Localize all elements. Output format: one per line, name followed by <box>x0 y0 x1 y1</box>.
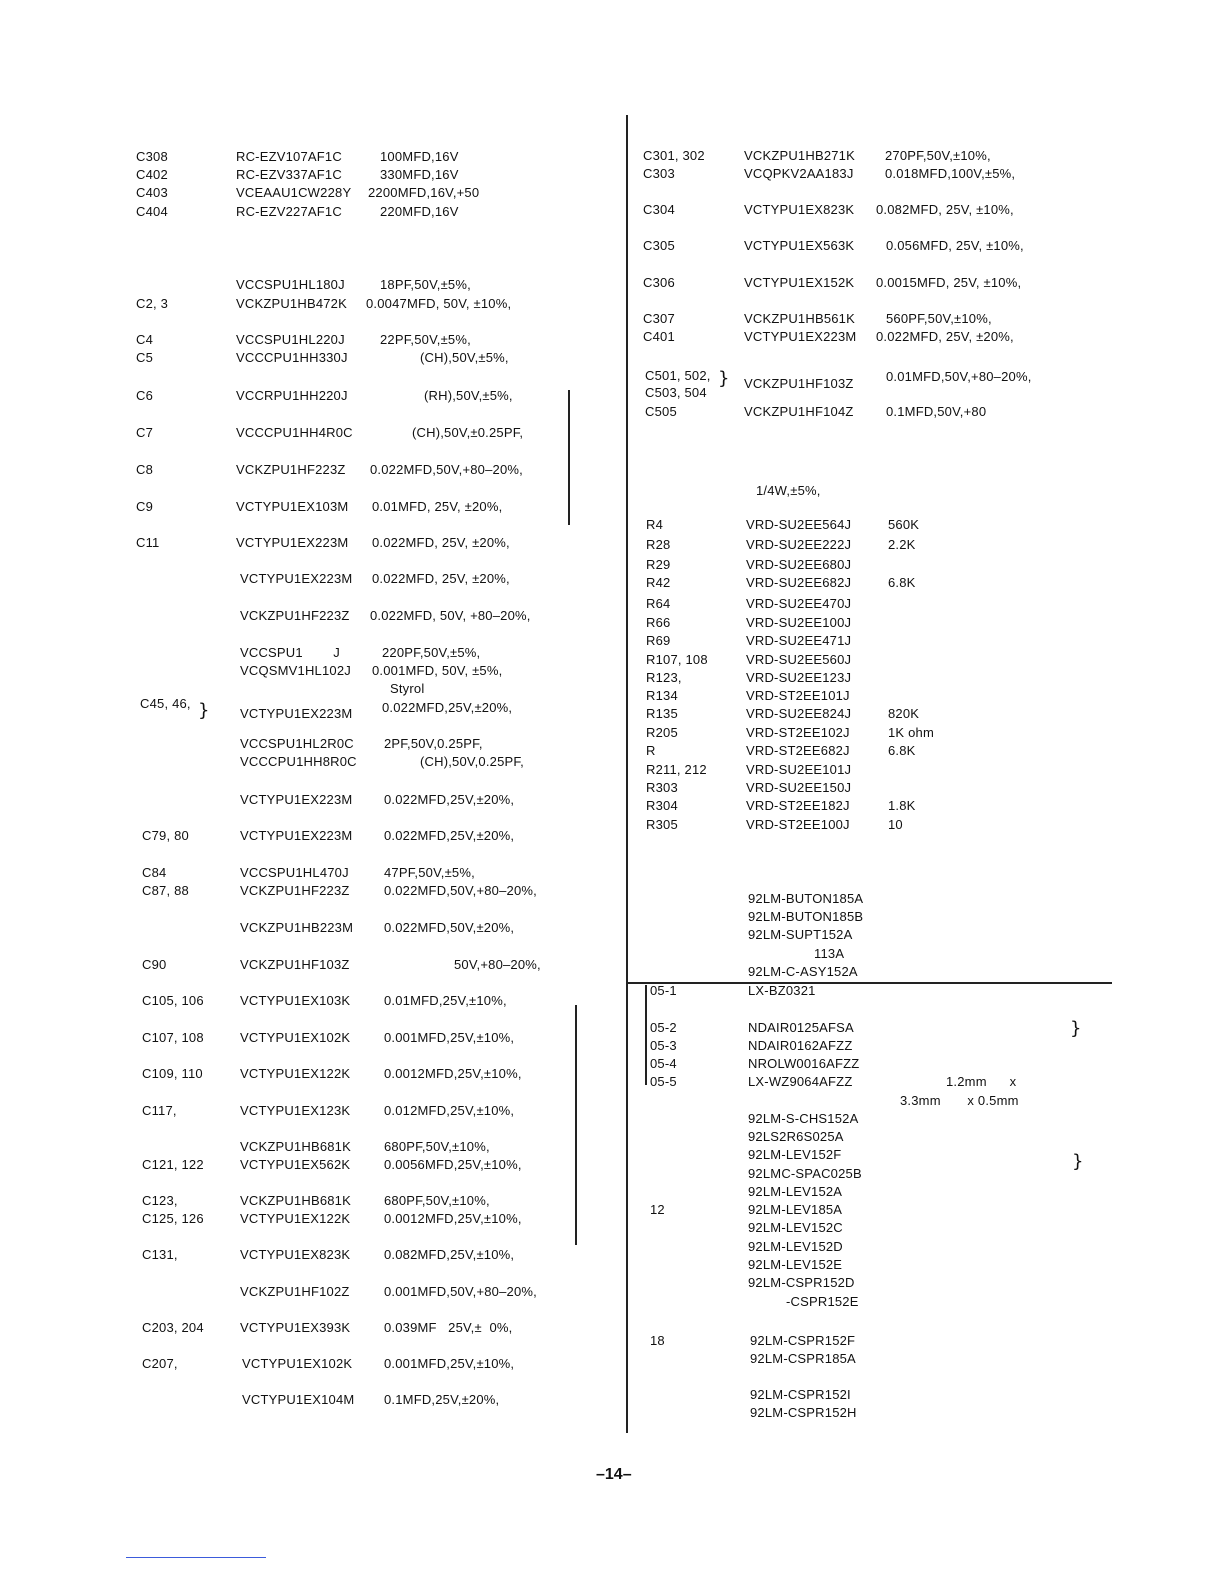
part-number: VRD-SU2EE222J <box>746 537 852 552</box>
ref: R28 <box>646 537 671 552</box>
part-number: VRD-ST2EE100J <box>746 817 850 832</box>
brace-icon: } <box>1070 1018 1082 1039</box>
ref: C403 <box>136 185 168 200</box>
ref: C404 <box>136 204 168 219</box>
ref: C505 <box>645 404 677 419</box>
ref: C207, <box>142 1356 178 1371</box>
ref: C2, 3 <box>136 296 169 311</box>
part-number: VRD-SU2EE824J <box>746 706 852 721</box>
part-number: 92LM-LEV152A <box>748 1184 843 1199</box>
part-number: VRD-ST2EE682J <box>746 743 850 758</box>
part-number: 113A <box>814 946 845 961</box>
ref: C7 <box>136 425 154 440</box>
spec: 2200MFD,16V,+50 <box>368 185 480 200</box>
ref: R205 <box>646 725 678 740</box>
part-number: 92LM-CSPR152I <box>750 1387 851 1402</box>
part-number: VCKZPU1HF223Z <box>240 883 350 898</box>
part-number: 92LM-LEV152E <box>748 1257 843 1272</box>
part-number: VCCRPU1HH220J <box>236 388 348 403</box>
part-number: VRD-ST2EE182J <box>746 798 850 813</box>
part-number: VCTYPU1EX223M <box>240 706 353 721</box>
ref: 18 <box>650 1333 665 1348</box>
part-number: 92LS2R6S025A <box>748 1129 844 1144</box>
ref: C121, 122 <box>142 1157 204 1172</box>
ref: R305 <box>646 817 678 832</box>
part-number: 92LM-CSPR152F <box>750 1333 856 1348</box>
spec: 0.0012MFD,25V,±10%, <box>384 1211 522 1226</box>
ref: C203, 204 <box>142 1320 204 1335</box>
spec: 0.022MFD,25V,±20%, <box>382 700 513 715</box>
spec: (CH),50V,0.25PF, <box>420 754 524 769</box>
spec: (CH),50V,±5%, <box>420 350 509 365</box>
spec: 10 <box>888 817 903 832</box>
ref: R211, 212 <box>646 762 707 777</box>
part-number: VCCCPU1HH330J <box>236 350 348 365</box>
part-number: VCKZPU1HF223Z <box>240 608 350 623</box>
ref: C125, 126 <box>142 1211 204 1226</box>
spec: 0.056MFD, 25V, ±10%, <box>886 238 1024 253</box>
spec: 6.8K <box>888 743 916 758</box>
part-number: RC-EZV107AF1C <box>236 149 342 164</box>
column-divider <box>626 115 628 1433</box>
part-number: VCTYPU1EX123K <box>240 1103 351 1118</box>
spec: 680PF,50V,±10%, <box>384 1139 490 1154</box>
part-number: VCTYPU1EX823K <box>744 202 855 217</box>
ref: C303 <box>643 166 675 181</box>
spec: 0.01MFD,25V,±10%, <box>384 993 507 1008</box>
part-number: VCTYPU1EX223M <box>240 828 353 843</box>
spec: (CH),50V,±0.25PF, <box>412 425 524 440</box>
part-number: VCCCPU1HH4R0C <box>236 425 353 440</box>
spec: 3.3mm x 0.5mm <box>900 1093 1019 1108</box>
spec: 0.0056MFD,25V,±10%, <box>384 1157 522 1172</box>
margin-rule-upper <box>568 390 570 525</box>
part-number: VCKZPU1HF104Z <box>744 404 854 419</box>
spec: 820K <box>888 706 920 721</box>
part-number: VCCSPU1 J <box>240 645 341 660</box>
spec: 0.022MFD,50V,±20%, <box>384 920 515 935</box>
part-number: 92LM-LEV185A <box>748 1202 843 1217</box>
spec: 0.022MFD, 25V, ±20%, <box>372 571 510 586</box>
ref: C87, 88 <box>142 883 189 898</box>
spec: 0.018MFD,100V,±5%, <box>885 166 1016 181</box>
part-number: VCTYPU1EX102K <box>242 1356 353 1371</box>
spec: 0.039MF 25V,± 0%, <box>384 1320 513 1335</box>
ref: C123, <box>142 1193 178 1208</box>
spec: 0.001MFD,25V,±10%, <box>384 1356 515 1371</box>
brace-icon: } <box>198 700 210 721</box>
spec: 330MFD,16V <box>380 167 459 182</box>
part-number: VCTYPU1EX102K <box>240 1030 351 1045</box>
ref: 05-4 <box>650 1056 677 1071</box>
ref: 05-5 <box>650 1074 677 1089</box>
brace-icon: } <box>1072 1151 1084 1172</box>
part-number: VCCSPU1HL470J <box>240 865 349 880</box>
ref: C307 <box>643 311 675 326</box>
part-number: VCKZPU1HB561K <box>744 311 855 326</box>
ref: C11 <box>136 535 160 550</box>
ref: C84 <box>142 865 167 880</box>
part-number: RC-EZV227AF1C <box>236 204 342 219</box>
part-number: VCKZPU1HB223M <box>240 920 354 935</box>
part-number: VCKZPU1HF102Z <box>240 1284 350 1299</box>
spec: 18PF,50V,±5%, <box>380 277 471 292</box>
part-number: VRD-SU2EE682J <box>746 575 852 590</box>
part-number: VCCSPU1HL2R0C <box>240 736 354 751</box>
part-number: 92LM-SUPT152A <box>748 927 853 942</box>
part-number: 92LM-BUTON185B <box>748 909 864 924</box>
ref: R <box>646 743 656 758</box>
ref: 05-2 <box>650 1020 677 1035</box>
part-number: 92LM-CSPR152H <box>750 1405 857 1420</box>
spec: 560K <box>888 517 920 532</box>
ref: C131, <box>142 1247 178 1262</box>
spec: 2.2K <box>888 537 916 552</box>
part-number: VRD-ST2EE101J <box>746 688 850 703</box>
footer-rule <box>126 1557 266 1558</box>
part-number: VCKZPU1HB681K <box>240 1193 351 1208</box>
spec: 0.022MFD,25V,±20%, <box>384 828 515 843</box>
ref: C105, 106 <box>142 993 204 1008</box>
spec: 47PF,50V,±5%, <box>384 865 475 880</box>
part-number: VCEAAU1CW228Y <box>236 185 352 200</box>
spec: 270PF,50V,±10%, <box>885 148 991 163</box>
ref: C4 <box>136 332 154 347</box>
part-number: VCKZPU1HB271K <box>744 148 855 163</box>
part-number: VCKZPU1HF103Z <box>744 376 854 391</box>
part-number: VCQPKV2AA183J <box>744 166 854 181</box>
part-number: VCTYPU1EX823K <box>240 1247 351 1262</box>
spec: 1.8K <box>888 798 916 813</box>
ref: R135 <box>646 706 678 721</box>
part-number: VCTYPU1EX562K <box>240 1157 351 1172</box>
part-number: VCTYPU1EX152K <box>744 275 855 290</box>
ref: C45, 46, <box>140 696 191 711</box>
spec: 0.0047MFD, 50V, ±10%, <box>366 296 512 311</box>
part-number: VCTYPU1EX122K <box>240 1211 351 1226</box>
spec: 0.082MFD, 25V, ±10%, <box>876 202 1014 217</box>
part-number: VCCSPU1HL180J <box>236 277 345 292</box>
ref: R42 <box>646 575 671 590</box>
spec: 0.0015MFD, 25V, ±10%, <box>876 275 1022 290</box>
spec: 560PF,50V,±10%, <box>886 311 992 326</box>
spec: 0.022MFD, 25V, ±20%, <box>876 329 1014 344</box>
note-text: 1/4W,±5%, <box>756 483 821 498</box>
part-number: NROLW0016AFZZ <box>748 1056 860 1071</box>
part-number: 92LM-CSPR152D <box>748 1275 855 1290</box>
ref: C301, 302 <box>643 148 705 163</box>
spec: 0.1MFD,25V,±20%, <box>384 1392 500 1407</box>
spec: 0.001MFD, 50V, ±5%, <box>372 663 503 678</box>
spec: 0.0012MFD,25V,±10%, <box>384 1066 522 1081</box>
spec: 0.022MFD,50V,+80–20%, <box>384 883 537 898</box>
part-number: VCTYPU1EX223M <box>236 535 349 550</box>
part-number: VCKZPU1HB472K <box>236 296 347 311</box>
section-rule <box>628 982 1112 984</box>
margin-rule-lower <box>575 1005 577 1245</box>
part-number: VRD-SU2EE471J <box>746 633 852 648</box>
brace-icon: } <box>718 368 730 389</box>
ref: R29 <box>646 557 671 572</box>
part-number: 92LM-LEV152D <box>748 1239 843 1254</box>
spec: 22PF,50V,±5%, <box>380 332 471 347</box>
ref: C306 <box>643 275 675 290</box>
ref: C503, 504 <box>645 385 707 400</box>
spec: 2PF,50V,0.25PF, <box>384 736 483 751</box>
ref: C9 <box>136 499 154 514</box>
part-number: VCKZPU1HF223Z <box>236 462 346 477</box>
ref: R4 <box>646 517 664 532</box>
spec: 0.001MFD,25V,±10%, <box>384 1030 515 1045</box>
ref: R304 <box>646 798 678 813</box>
part-number: 92LM-CSPR185A <box>750 1351 856 1366</box>
spec: 0.022MFD, 25V, ±20%, <box>372 535 510 550</box>
part-number: 92LM-BUTON185A <box>748 891 864 906</box>
spec: 220PF,50V,±5%, <box>382 645 481 660</box>
part-number: -CSPR152E <box>786 1294 859 1309</box>
spec: 0.022MFD, 50V, +80–20%, <box>370 608 531 623</box>
part-number: VCCCPU1HH8R0C <box>240 754 357 769</box>
ref: R134 <box>646 688 678 703</box>
ref: C6 <box>136 388 154 403</box>
part-number: VRD-ST2EE102J <box>746 725 850 740</box>
part-number: VCTYPU1EX103M <box>236 499 349 514</box>
spec: 680PF,50V,±10%, <box>384 1193 490 1208</box>
spec: 0.01MFD, 25V, ±20%, <box>372 499 503 514</box>
ref: C107, 108 <box>142 1030 204 1045</box>
ref: R64 <box>646 596 671 611</box>
ref: R107, 108 <box>646 652 708 667</box>
spec: 0.001MFD,50V,+80–20%, <box>384 1284 537 1299</box>
ref: R69 <box>646 633 671 648</box>
part-number: LX-WZ9064AFZZ <box>748 1074 853 1089</box>
ref: C109, 110 <box>142 1066 203 1081</box>
spec: 50V,+80–20%, <box>454 957 541 972</box>
ref: R123, <box>646 670 682 685</box>
item-bracket-line <box>645 985 647 1085</box>
ref: C501, 502, <box>645 368 711 383</box>
ref: C90 <box>142 957 167 972</box>
part-number: 92LM-LEV152F <box>748 1147 842 1162</box>
spec: 0.082MFD,25V,±10%, <box>384 1247 515 1262</box>
part-number: VCKZPU1HF103Z <box>240 957 350 972</box>
part-number: VCKZPU1HB681K <box>240 1139 351 1154</box>
spec: 220MFD,16V <box>380 204 459 219</box>
part-number: VCTYPU1EX104M <box>242 1392 355 1407</box>
part-number: VRD-SU2EE101J <box>746 762 852 777</box>
spec: 6.8K <box>888 575 916 590</box>
spec: 1.2mm x <box>946 1074 1017 1089</box>
part-number: 92LM-LEV152C <box>748 1220 843 1235</box>
ref: C304 <box>643 202 675 217</box>
part-number: LX-BZ0321 <box>748 983 816 998</box>
part-number: VRD-SU2EE564J <box>746 517 852 532</box>
part-number: VCTYPU1EX223M <box>240 792 353 807</box>
ref: R66 <box>646 615 671 630</box>
part-number: VCQSMV1HL102J <box>240 663 351 678</box>
part-number: VRD-SU2EE123J <box>746 670 852 685</box>
spec: 100MFD,16V <box>380 149 459 164</box>
part-number: NDAIR0125AFSA <box>748 1020 854 1035</box>
part-number: VRD-SU2EE560J <box>746 652 852 667</box>
ref: 05-3 <box>650 1038 677 1053</box>
part-number: VCCSPU1HL220J <box>236 332 345 347</box>
spec: Styrol <box>390 681 425 696</box>
spec: 0.012MFD,25V,±10%, <box>384 1103 515 1118</box>
ref: 05-1 <box>650 983 677 998</box>
part-number: VCTYPU1EX223M <box>240 571 353 586</box>
spec: 0.1MFD,50V,+80 <box>886 404 987 419</box>
part-number: VRD-SU2EE470J <box>746 596 852 611</box>
part-number: VCTYPU1EX122K <box>240 1066 351 1081</box>
ref: C117, <box>142 1103 177 1118</box>
ref: C5 <box>136 350 154 365</box>
part-number: NDAIR0162AFZZ <box>748 1038 853 1053</box>
spec: 0.022MFD,25V,±20%, <box>384 792 515 807</box>
part-number: 92LM-S-CHS152A <box>748 1111 859 1126</box>
part-number: RC-EZV337AF1C <box>236 167 342 182</box>
ref: C402 <box>136 167 168 182</box>
part-number: VCTYPU1EX393K <box>240 1320 351 1335</box>
ref: C79, 80 <box>142 828 189 843</box>
part-number: VRD-SU2EE680J <box>746 557 852 572</box>
ref: C308 <box>136 149 168 164</box>
page-number: –14– <box>596 1466 632 1483</box>
part-number: VCTYPU1EX103K <box>240 993 351 1008</box>
ref: 12 <box>650 1202 665 1217</box>
ref: C401 <box>643 329 675 344</box>
part-number: VRD-SU2EE100J <box>746 615 852 630</box>
part-number: 92LMC-SPAC025B <box>748 1166 862 1181</box>
part-number: 92LM-C-ASY152A <box>748 964 858 979</box>
spec: 0.01MFD,50V,+80–20%, <box>886 369 1032 384</box>
part-number: VCTYPU1EX563K <box>744 238 855 253</box>
ref: C8 <box>136 462 154 477</box>
spec: 0.022MFD,50V,+80–20%, <box>370 462 523 477</box>
spec: 1K ohm <box>888 725 935 740</box>
part-number: VCTYPU1EX223M <box>744 329 857 344</box>
spec: (RH),50V,±5%, <box>424 388 513 403</box>
ref: R303 <box>646 780 678 795</box>
ref: C305 <box>643 238 675 253</box>
part-number: VRD-SU2EE150J <box>746 780 852 795</box>
